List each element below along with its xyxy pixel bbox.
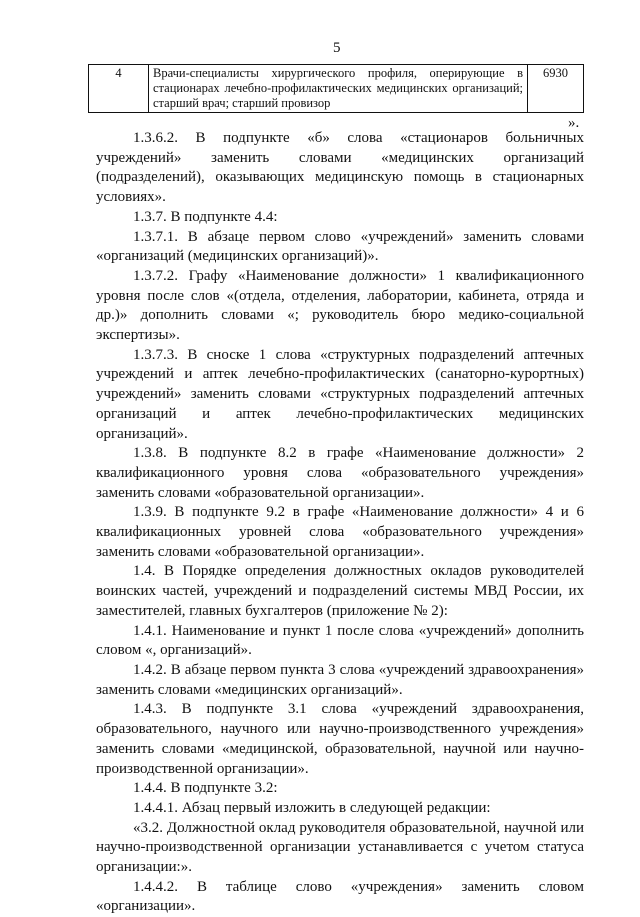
paragraph: 1.3.7.1. В абзаце первом слово «учреждений» заменить словами «организаций (медицинских организаций)». [96,228,584,265]
salary-table [88,64,584,113]
paragraph: 1.4.4.1. Абзац первый изложить в следующей редакции: [133,799,491,816]
table-cell-amount: 6930 [528,65,584,113]
paragraph: 1.3.9. В подпункте 9.2 в графе «Наименование должности» 4 и 6 квалификационных уровней слова «образовательного учреждения» заменить словами «образовательной организации». [96,504,584,560]
table-cell-number: 4 [89,65,149,113]
page-number: 5 [333,40,341,56]
paragraph: 1.3.8. В подпункте 8.2 в графе «Наименование должности» 2 квалификационного уровня слова «образовательного учреждения» заменить словами «образовательной организации». [96,445,584,501]
paragraph: 1.4.4.2. В таблице слово «учреждения» заменить словом «организации». [96,878,584,915]
paragraph: 1.4.2. В абзаце первом пункта 3 слова «учреждений здравоохранения» заменить словами «медицинских организаций». [96,661,584,698]
table-row [89,65,584,113]
table-cell-position: Врачи-специалисты хирургического профиля, оперирующие в стационарах лечебно-профилактических медицинских организаций; старший врач; старший провизор [149,65,528,113]
paragraph: 1.4.1. Наименование и пункт 1 после слова «учреждений» дополнить словом «, организаций». [96,622,584,659]
paragraph: 1.3.7. В подпункте 4.4: [133,208,278,225]
paragraph: «3.2. Должностной оклад руководителя образовательной, научной или научно-производственной организации устанавливается с учетом статуса организации:». [96,819,584,876]
paragraph: 1.3.6.2. В подпункте «б» слова «стационаров больничных учреждений» заменить словами «медицинских организаций (подразделений), оказывающих медицинскую помощь в стационарных условиях». [96,130,584,206]
paragraph: 1.3.7.2. Графу «Наименование должности» 1 квалификационного уровня после слов «(отдела, отделения, лаборатории, кабинета, отряда и др.)» дополнить словами «; руководитель бюро медико-социальной экспертизы». [96,267,584,344]
document-body [96,129,584,917]
paragraph: 1.4.4. В подпункте 3.2: [133,780,278,797]
paragraph: 1.4. В Порядке определения должностных окладов руководителей воинских частей, учреждений и подразделений системы МВД России, их заместителей, главных бухгалтеров (приложение № 2): [96,563,584,619]
paragraph: 1.3.7.3. В сноске 1 слова «структурных подразделений аптечных учреждений и аптек лечебно-профилактических (санаторно-курортных) учреждений» заменить словами «структурных подразделений аптечных организаций и аптек лечебно-профилактических медицинских организаций». [96,346,584,442]
paragraph: 1.4.3. В подпункте 3.1 слова «учреждений здравоохранения, образовательного, научного или научно-производственного учреждения» заменить словами «медицинской, образовательной, научной или научно-производственной организации». [96,701,584,777]
closing-quote: ». [568,115,580,131]
